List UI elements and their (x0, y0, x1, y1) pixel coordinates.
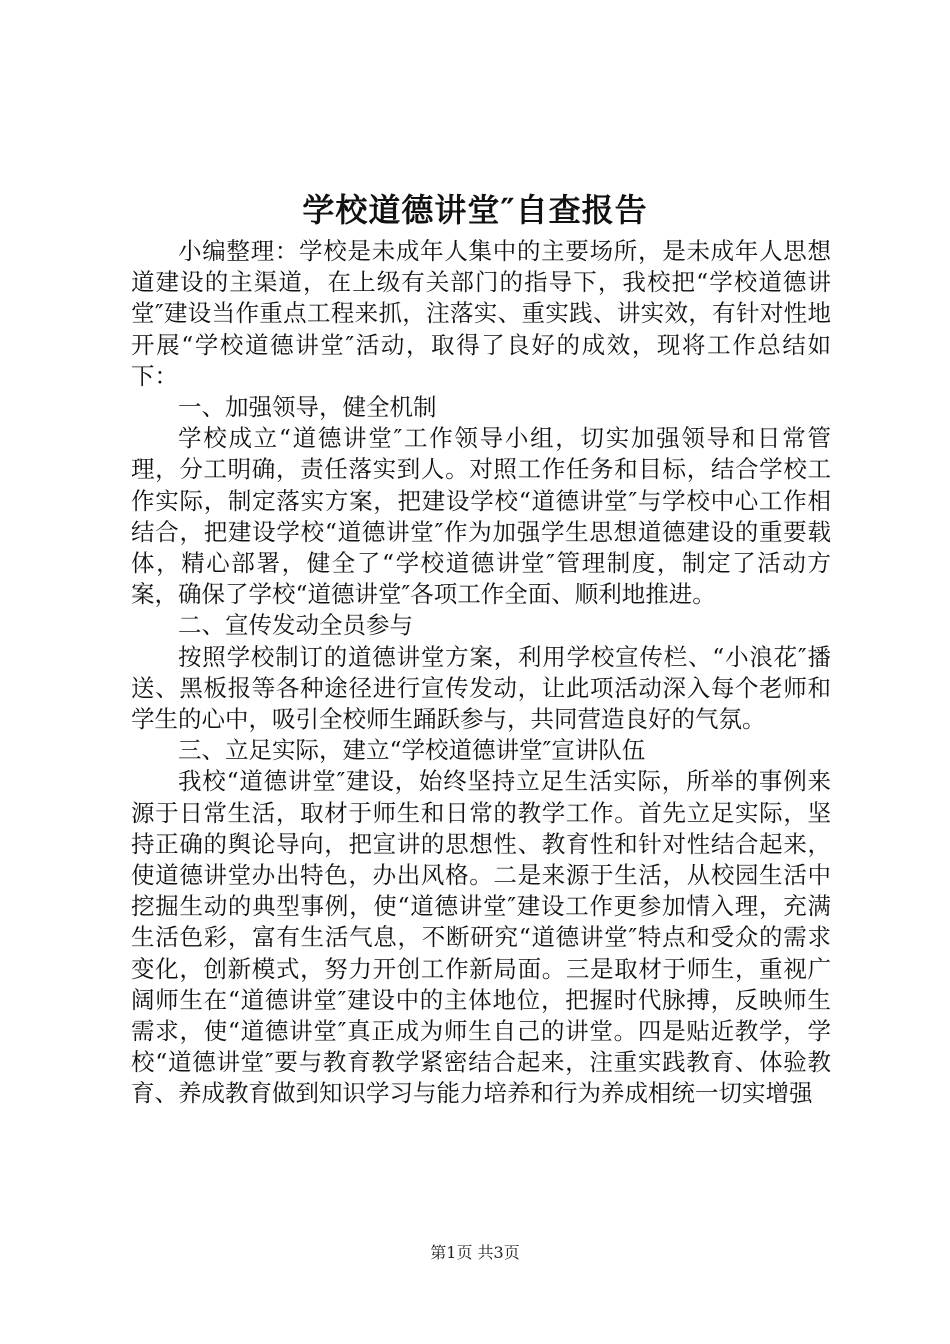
document-title: 学校道德讲堂″自查报告 (302, 191, 648, 229)
section-heading-2: 二、宣传发动全员参与 (178, 611, 413, 640)
page-footer: 第1页 共3页 (430, 1243, 520, 1262)
section-paragraph-1: 学校成立“道德讲堂″工作领导小组，切实加强领导和日常管理，分工明确，责任落实到人。对照工作任务和目标，结合学校工作实际，制定落实方案，把建设学校“道德讲堂″与学校中心工作相结合，把建设学校“道德讲堂″作为加强学生思想道德建设的重要载体，精心部署，健全了“学校道德讲堂″管理制度，制定了活动方案，确保了学校“道德讲堂″各项工作全面、顺利地推进。 (131, 424, 831, 609)
section-heading-3: 三、立足实际，建立“学校道德讲堂″宣讲队伍 (178, 736, 646, 765)
section-heading-1: 一、加强领导，健全机制 (178, 393, 437, 422)
section-paragraph-2: 按照学校制订的道德讲堂方案，利用学校宣传栏、“小浪花″播送、黑板报等各种途径进行宣传发动，让此项活动深入每个老师和学生的心中，吸引全校师生踊跃参与，共同营造良好的气氛。 (131, 642, 831, 734)
intro-paragraph: 小编整理：学校是未成年人集中的主要场所，是未成年人思想道建设的主渠道，在上级有关部门的指导下，我校把“学校道德讲堂″建设当作重点工程来抓，注落实、重实践、讲实效，有针对性地开展“学校道德讲堂″活动，取得了良好的成效，现将工作总结如下： (131, 237, 831, 390)
document-body (131, 236, 831, 1110)
section-paragraph-3: 我校“道德讲堂″建设，始终坚持立足生活实际，所举的事例来源于日常生活，取材于师生和日常的教学工作。首先立足实际，坚持正确的舆论导向，把宣讲的思想性、教育性和针对性结合起来，使道德讲堂办出特色，办出风格。二是来源于生活，从校园生活中挖掘生动的典型事例，使“道德讲堂″建设工作更参加情入理，充满生活色彩，富有生活气息，不断研究“道德讲堂″特点和受众的需求变化，创新模式，努力开创工作新局面。三是取材于师生，重视广阔师生在“道德讲堂″建设中的主体地位，把握时代脉搏，反映师生需求，使“道德讲堂″真正成为师生自己的讲堂。四是贴近教学，学校“道德讲堂″要与教育教学紧密结合起来，注重实践教育、体验教育、养成教育做到知识学习与能力培养和行为养成相统一切实增强 (131, 767, 831, 1108)
